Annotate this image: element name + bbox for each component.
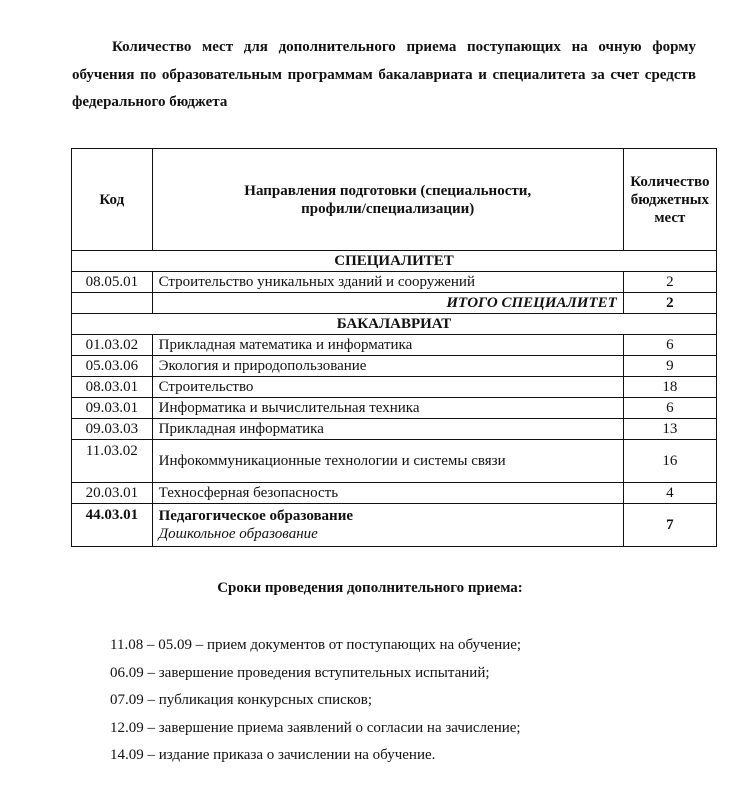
header-direction: Направления подготовки (специальности, профили/специализации) (152, 149, 623, 251)
section-bakalavriat (72, 314, 717, 335)
row-count: 9 (623, 356, 716, 377)
header-code: Код (72, 149, 153, 251)
section-specialitet (72, 251, 717, 272)
header-budget-places: Количество бюджетных мест (623, 149, 716, 251)
table-header-row (72, 149, 717, 251)
total-value: 2 (623, 293, 716, 314)
total-row (72, 293, 717, 314)
row-direction: Экология и природопользование (152, 356, 623, 377)
row-direction: Информатика и вычислительная техника (152, 398, 623, 419)
row-count: 16 (623, 440, 716, 483)
row-direction: Прикладная информатика (152, 419, 623, 440)
terms-list (110, 636, 521, 774)
row-direction: Строительство (152, 377, 623, 398)
total-empty-cell (72, 293, 153, 314)
row-code: 08.05.01 (72, 272, 153, 293)
row-code: 11.03.02 (72, 440, 153, 483)
row-code: 44.03.01 (72, 504, 153, 547)
section-title: БАКАЛАВРИАТ (72, 314, 717, 335)
row-code: 05.03.06 (72, 356, 153, 377)
table-row (72, 440, 717, 483)
row-count: 13 (623, 419, 716, 440)
intro-paragraph: Количество мест для дополнительного приема поступающих на очную форму обучения по образовательным программам бакалавриата и специалитета за счет средств федерального бюджета (72, 39, 696, 110)
table-row (72, 377, 717, 398)
table-row (72, 272, 717, 293)
table-row (72, 356, 717, 377)
direction-profile: Дошкольное образование (158, 526, 318, 542)
total-label: ИТОГО СПЕЦИАЛИТЕТ (152, 293, 623, 314)
row-count: 2 (623, 272, 716, 293)
terms-heading: Сроки проведения дополнительного приема: (217, 580, 523, 596)
list-item: 11.08 – 05.09 – прием документов от поступающих на обучение; (110, 637, 522, 653)
list-item: 06.09 – завершение проведения вступительных испытаний; (110, 664, 490, 681)
row-direction: Инфокоммуникационные технологии и системы связи (152, 440, 623, 483)
row-count: 6 (623, 335, 716, 356)
row-code: 08.03.01 (72, 377, 153, 398)
table-row (72, 335, 717, 356)
row-count: 4 (623, 483, 716, 504)
table-row (72, 398, 717, 419)
row-direction: Техносферная безопасность (152, 483, 623, 504)
row-direction (152, 504, 623, 547)
row-code: 20.03.01 (72, 483, 153, 504)
list-item: 07.09 – публикация конкурсных списков; (110, 692, 373, 708)
direction-title: Педагогическое образование (158, 508, 353, 524)
row-count: 6 (623, 398, 716, 419)
admission-quota-table (71, 148, 717, 547)
table-row (72, 419, 717, 440)
row-count: 18 (623, 377, 716, 398)
row-direction: Строительство уникальных зданий и сооружений (152, 272, 623, 293)
table-row (72, 483, 717, 504)
list-item: 14.09 – издание приказа о зачислении на обучение. (110, 747, 436, 763)
row-code: 01.03.02 (72, 335, 153, 356)
section-title: СПЕЦИАЛИТЕТ (72, 251, 717, 272)
row-code: 09.03.01 (72, 398, 153, 419)
row-code: 09.03.03 (72, 419, 153, 440)
table-row (72, 504, 717, 547)
list-item: 12.09 – завершение приема заявлений о согласии на зачисление; (110, 719, 521, 736)
row-direction: Прикладная математика и информатика (152, 335, 623, 356)
row-count: 7 (623, 504, 716, 547)
